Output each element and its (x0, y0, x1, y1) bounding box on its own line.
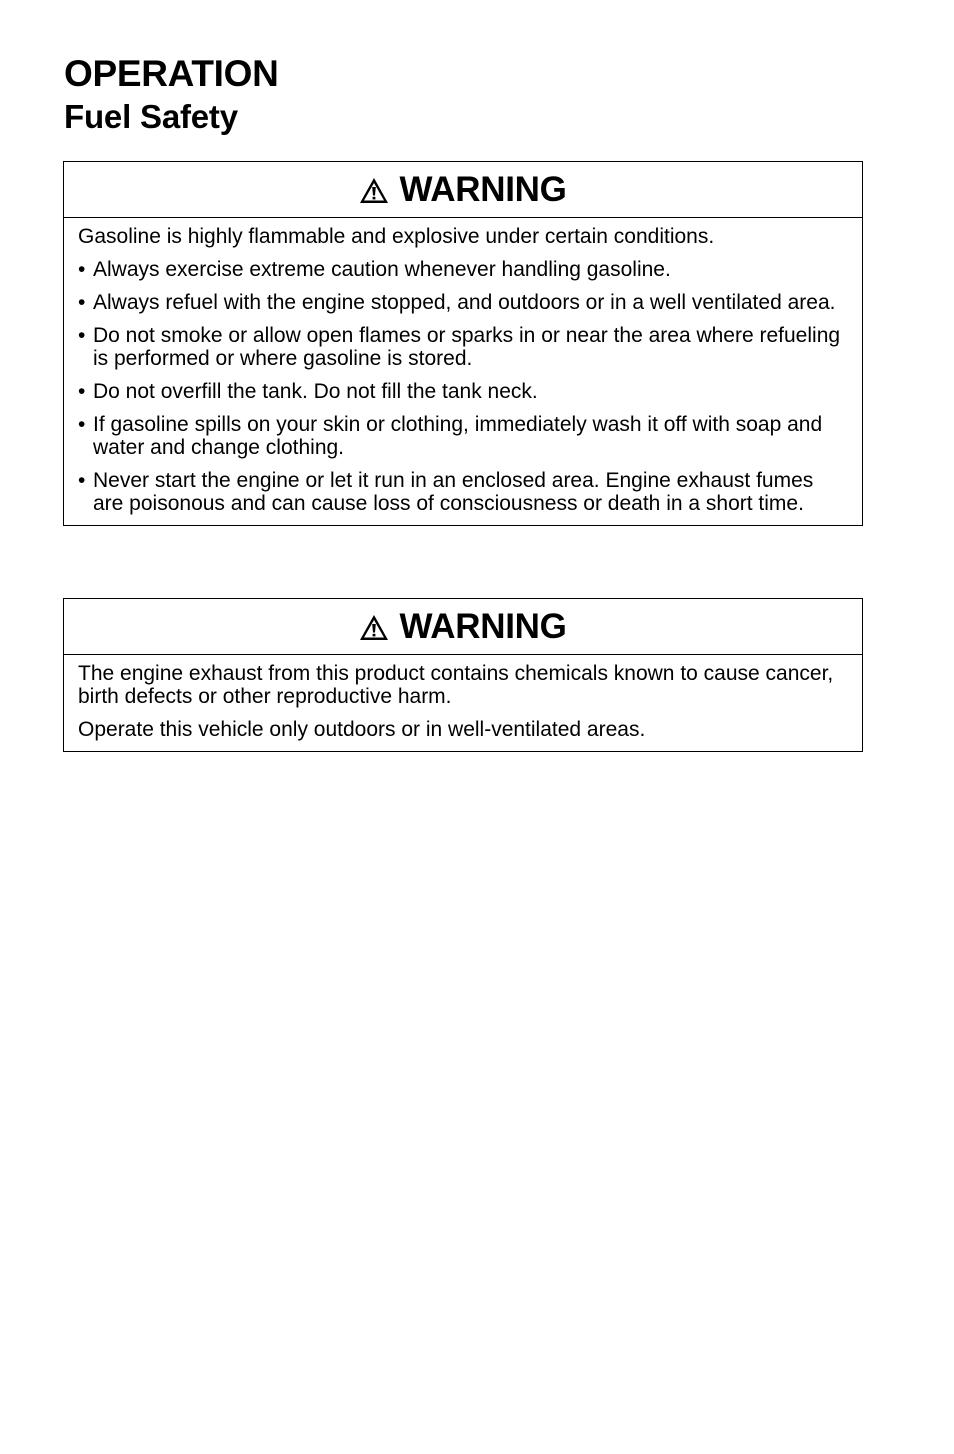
warning-bullet: • Never start the engine or let it run in an enclosed area. Engine exhaust fumes are poisonous and can cause loss of consciousness or death in a short time. (78, 469, 848, 515)
page-title: OPERATION (64, 53, 279, 94)
fuel-warning-box (63, 161, 863, 526)
warning-bullet: • Always refuel with the engine stopped, and outdoors or in a well ventilated area. (78, 291, 848, 314)
warning-header (64, 162, 862, 218)
warning-paragraph: The engine exhaust from this product contains chemicals known to cause cancer, birth defects or other reproductive harm. (78, 662, 834, 708)
warning-bullet: • If gasoline spills on your skin or clothing, immediately wash it off with soap and water and change clothing. (78, 413, 848, 459)
warning-bullet-list (78, 258, 848, 515)
warning-triangle-icon (359, 177, 389, 204)
warning-triangle-icon (359, 614, 389, 641)
warning-body (64, 218, 862, 525)
warning-bullet: • Do not overfill the tank. Do not fill the tank neck. (78, 380, 848, 403)
warning-heading: WARNING (399, 169, 567, 209)
warning-intro: Gasoline is highly flammable and explosive under certain conditions. (78, 225, 715, 248)
warning-heading: WARNING (399, 606, 567, 646)
exhaust-warning-box (63, 598, 863, 752)
warning-bullet: • Do not smoke or allow open flames or sparks in or near the area where refueling is performed or where gasoline is stored. (78, 324, 848, 370)
warning-header (64, 599, 862, 655)
warning-paragraph: Operate this vehicle only outdoors or in well-ventilated areas. (78, 718, 646, 741)
section-title: Fuel Safety (64, 98, 238, 135)
warning-bullet: • Always exercise extreme caution whenever handling gasoline. (78, 258, 848, 281)
warning-body (64, 655, 862, 751)
